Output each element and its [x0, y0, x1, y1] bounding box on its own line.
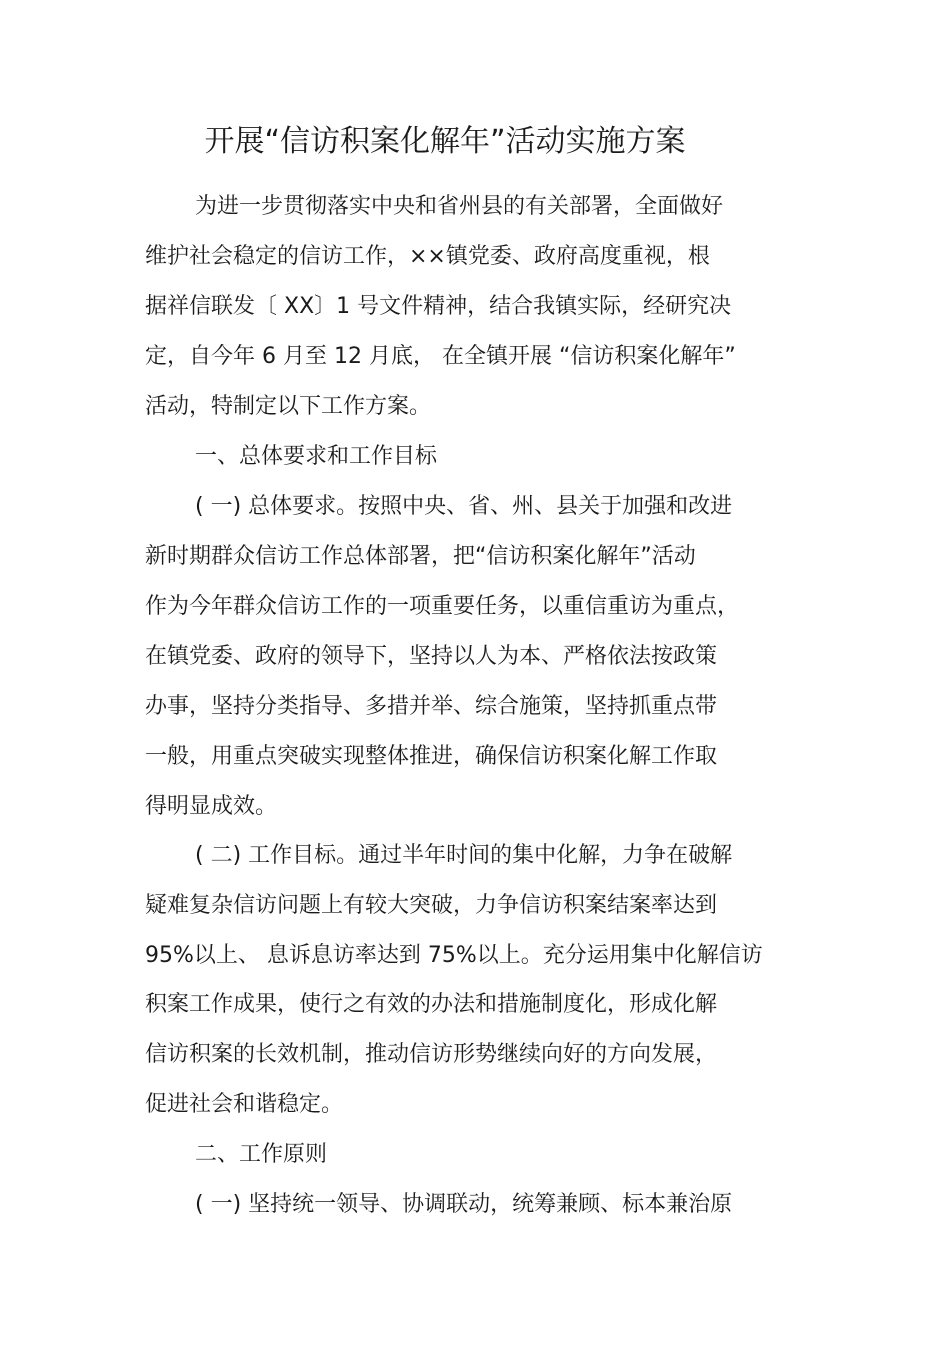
paragraph-line-18: 促进社会和谐稳定。	[145, 1092, 344, 1117]
paragraph-line-17: 信访积案的长效机制，推动信访形势继续向好的方向发展，	[145, 1042, 718, 1067]
paragraph-line-4: 定，自今年 6 月至 12 月底， 在全镇开展 “信访积案化解年”	[145, 344, 736, 369]
section-heading-2: 二、工作原则	[195, 1142, 328, 1167]
paragraph-line-19: ( 一) 坚持统一领导、协调联动，统筹兼顾、标本兼治原	[195, 1192, 733, 1217]
paragraph-line-7: 新时期群众信访工作总体部署，把“信访积案化解年”活动	[145, 544, 696, 569]
paragraph-line-5: 活动，特制定以下工作方案。	[145, 394, 432, 419]
paragraph-line-2: 维护社会稳定的信访工作，××镇党委、政府高度重视，根	[145, 244, 710, 269]
paragraph-line-11: 一般，用重点突破实现整体推进，确保信访积案化解工作取	[145, 744, 718, 769]
paragraph-line-13: ( 二) 工作目标。通过半年时间的集中化解，力争在破解	[195, 843, 733, 868]
paragraph-line-3: 据祥信联发〔 XX〕1 号文件精神，结合我镇实际，经研究决	[145, 294, 732, 319]
paragraph-line-16: 积案工作成果，使行之有效的办法和措施制度化，形成化解	[145, 992, 718, 1017]
section-heading-1: 一、总体要求和工作目标	[195, 444, 438, 469]
paragraph-line-10: 办事，坚持分类指导、多措并举、综合施策，坚持抓重点带	[145, 694, 718, 719]
paragraph-line-9: 在镇党委、政府的领导下，坚持以人为本、严格依法按政策	[145, 644, 718, 669]
paragraph-line-15: 95%以上、 息诉息访率达到 75%以上。充分运用集中化解信访	[145, 943, 763, 968]
paragraph-line-8: 作为今年群众信访工作的一项重要任务，以重信重访为重点，	[145, 594, 740, 619]
paragraph-line-6: ( 一) 总体要求。按照中央、省、州、县关于加强和改进	[195, 494, 733, 519]
document-title: 开展“信访积案化解年”活动实施方案	[204, 124, 686, 159]
paragraph-line-1: 为进一步贯彻落实中央和省州县的有关部署，全面做好	[195, 194, 724, 219]
paragraph-line-12: 得明显成效。	[145, 794, 278, 819]
paragraph-line-14: 疑难复杂信访问题上有较大突破，力争信访积案结案率达到	[145, 893, 718, 918]
